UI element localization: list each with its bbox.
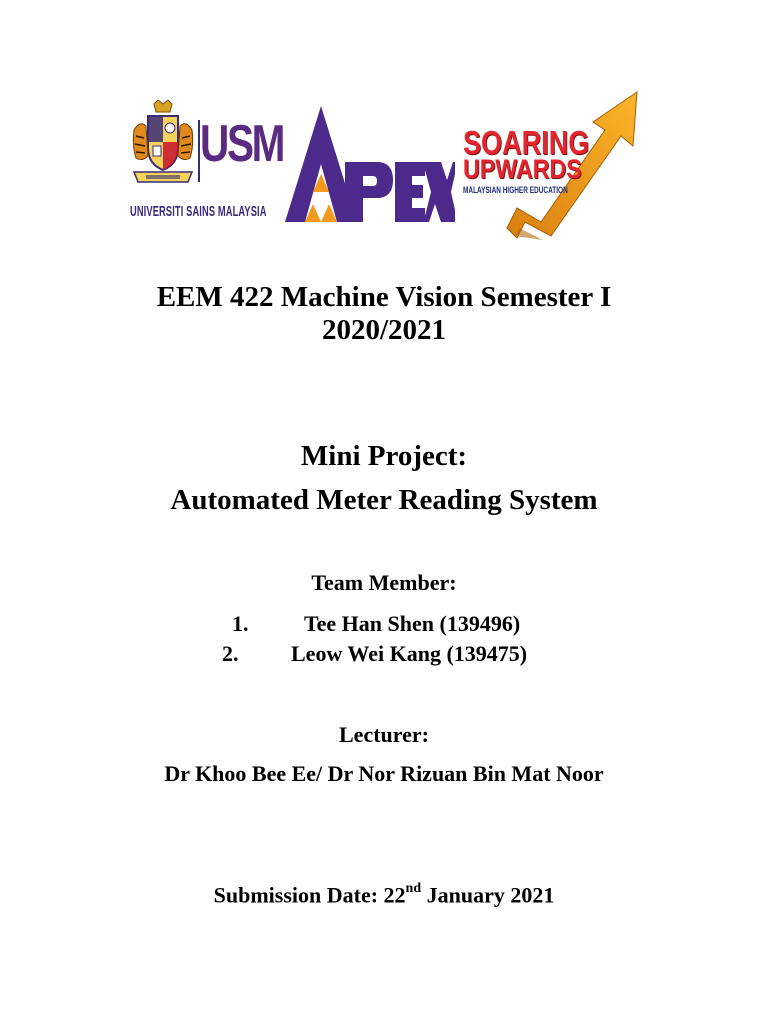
logo-band <box>130 90 650 240</box>
submission-date <box>0 877 768 909</box>
project-label: Mini Project: <box>300 440 468 472</box>
usm-wordmark: USM <box>200 115 284 173</box>
lecturer-names: Dr Khoo Bee Ee/ Dr Nor Rizuan Bin Mat Noor <box>164 761 604 786</box>
member-number: 1. <box>232 611 249 636</box>
course-title: EEM 422 Machine Vision Semester I <box>156 281 612 313</box>
project-title: Automated Meter Reading System <box>170 484 598 516</box>
lecturer-heading: Lecturer: <box>339 722 429 747</box>
usm-caption: UNIVERSITI SAINS MALAYSIA <box>130 203 267 220</box>
usm-logo <box>130 90 284 230</box>
ordinal-suffix: nd <box>405 881 422 896</box>
member-number: 2. <box>222 641 239 666</box>
submission-label: Submission Date: 22 <box>213 882 406 908</box>
submission-date-rest: January 2021 <box>421 882 555 908</box>
course-session: 2020/2021 <box>321 314 447 346</box>
soaring-tagline: MALAYSIAN HIGHER EDUCATION <box>463 185 568 195</box>
apex-logo <box>285 104 455 226</box>
member-name: Tee Han Shen (139496) <box>304 611 521 636</box>
soaring-upwards-logo <box>455 90 650 240</box>
member-name: Leow Wei Kang (139475) <box>291 641 528 666</box>
university-crest-icon <box>132 100 194 190</box>
upwards-word: UPWARDS <box>463 154 582 184</box>
soaring-word: SOARING <box>463 124 590 161</box>
team-heading: Team Member: <box>311 570 457 595</box>
